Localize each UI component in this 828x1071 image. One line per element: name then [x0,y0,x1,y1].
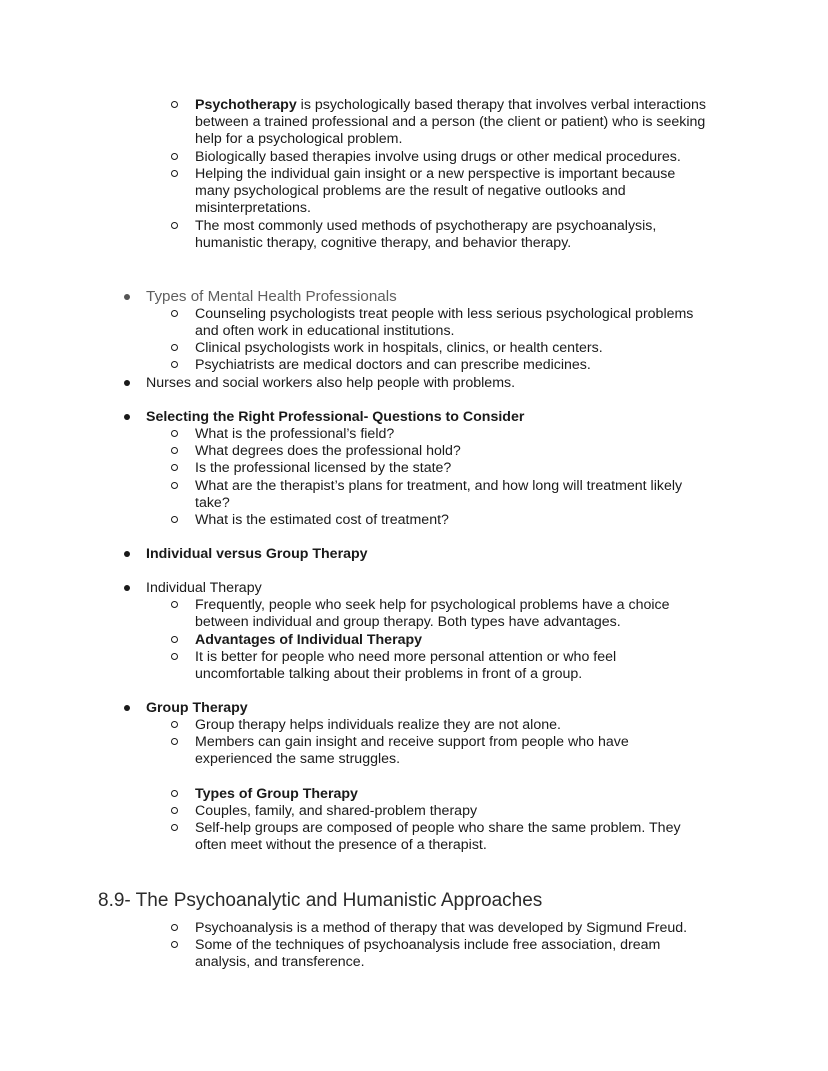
bullet-filled [122,409,132,426]
members-line1: Members can gain insight and receive support from people who have [195,734,629,750]
bullet-hollow [169,937,179,954]
psychotherapy-definition-line1 [195,97,706,114]
freud-line: Psychoanalysis is a method of therapy that was developed by Sigmund Freud. [195,920,688,936]
insight-line2: many psychological problems are the result of negative outlooks and [195,183,626,199]
group-types-heading: Types of Group Therapy [195,786,358,802]
bullet-hollow [169,306,179,323]
bullet-hollow [169,426,179,443]
individual-heading: Individual Therapy [146,580,262,596]
better-line2: uncomfortable talking about their problems in front of a group. [195,666,583,682]
bullet-hollow [169,632,179,649]
counseling-line1: Counseling psychologists treat people with less serious psychological problems [195,306,694,322]
methods-line1: The most commonly used methods of psychotherapy are psychoanalysis, [195,218,657,234]
bullet-hollow [169,340,179,357]
bullet-filled [122,546,132,563]
bullet-hollow [169,512,179,529]
types-professionals-heading: Types of Mental Health Professionals [146,288,397,305]
bullet-hollow [169,218,179,235]
techniques-line2: analysis, and transference. [195,954,365,970]
bullet-hollow [169,920,179,937]
psychotherapy-definition-line2: between a trained professional and a person (the client or patient) who is seeking [195,114,706,130]
group-helps-line: Group therapy helps individuals realize they are not alone. [195,717,561,733]
bullet-hollow [169,820,179,837]
psychiatrists-line: Psychiatrists are medical doctors and can prescribe medicines. [195,357,591,373]
members-line2: experienced the same struggles. [195,751,401,767]
ivg-heading: Individual versus Group Therapy [146,546,368,562]
counseling-line2: and often work in educational institutions. [195,323,455,339]
advantages-heading: Advantages of Individual Therapy [195,632,423,648]
bullet-hollow [169,649,179,666]
bullet-hollow [169,478,179,495]
insight-line1: Helping the individual gain insight or a new perspective is important because [195,166,676,182]
group-heading: Group Therapy [146,700,248,716]
bullet-hollow [169,166,179,183]
question-degrees: What degrees does the professional hold? [195,443,461,459]
bullet-hollow [169,734,179,751]
psychotherapy-term: Psychotherapy [195,97,297,113]
bullet-hollow [169,786,179,803]
bullet-hollow [169,460,179,477]
psychotherapy-def-text: is psychologically based therapy that involves verbal interactions [296,97,707,113]
bullet-filled [122,289,132,306]
question-plans-line2: take? [195,495,230,511]
insight-line3: misinterpretations. [195,200,311,216]
frequently-line1: Frequently, people who seek help for psychological problems have a choice [195,597,670,613]
bullet-hollow [169,717,179,734]
methods-line2: humanistic therapy, cognitive therapy, and behavior therapy. [195,235,572,251]
bullet-hollow [169,97,179,114]
frequently-line2: between individual and group therapy. Both types have advantages. [195,614,621,630]
bullet-filled [122,580,132,597]
section-8-9-heading: 8.9- The Psychoanalytic and Humanistic Approaches [98,890,543,911]
bullet-hollow [169,597,179,614]
question-plans-line1: What are the therapist’s plans for treatment, and how long will treatment likely [195,478,683,494]
better-line1: It is better for people who need more personal attention or who feel [195,649,617,665]
biological-therapies-line: Biologically based therapies involve using drugs or other medical procedures. [195,149,681,165]
techniques-line1: Some of the techniques of psychoanalysis include free association, dream [195,937,661,953]
clinical-line: Clinical psychologists work in hospitals, clinics, or health centers. [195,340,603,356]
question-cost: What is the estimated cost of treatment? [195,512,449,528]
bullet-hollow [169,357,179,374]
bullet-filled [122,375,132,392]
question-field: What is the professional’s field? [195,426,395,442]
couples-line: Couples, family, and shared-problem therapy [195,803,478,819]
psychotherapy-definition-line3: help for a psychological problem. [195,131,403,147]
bullet-hollow [169,803,179,820]
bullet-hollow [169,149,179,166]
nurses-line: Nurses and social workers also help people with problems. [146,375,516,391]
bullet-filled [122,700,132,717]
bullet-hollow [169,443,179,460]
selfhelp-line2: often meet without the presence of a therapist. [195,837,487,853]
selecting-heading: Selecting the Right Professional- Questions to Consider [146,409,525,425]
question-licensed: Is the professional licensed by the state? [195,460,452,476]
selfhelp-line1: Self-help groups are composed of people who share the same problem. They [195,820,681,836]
